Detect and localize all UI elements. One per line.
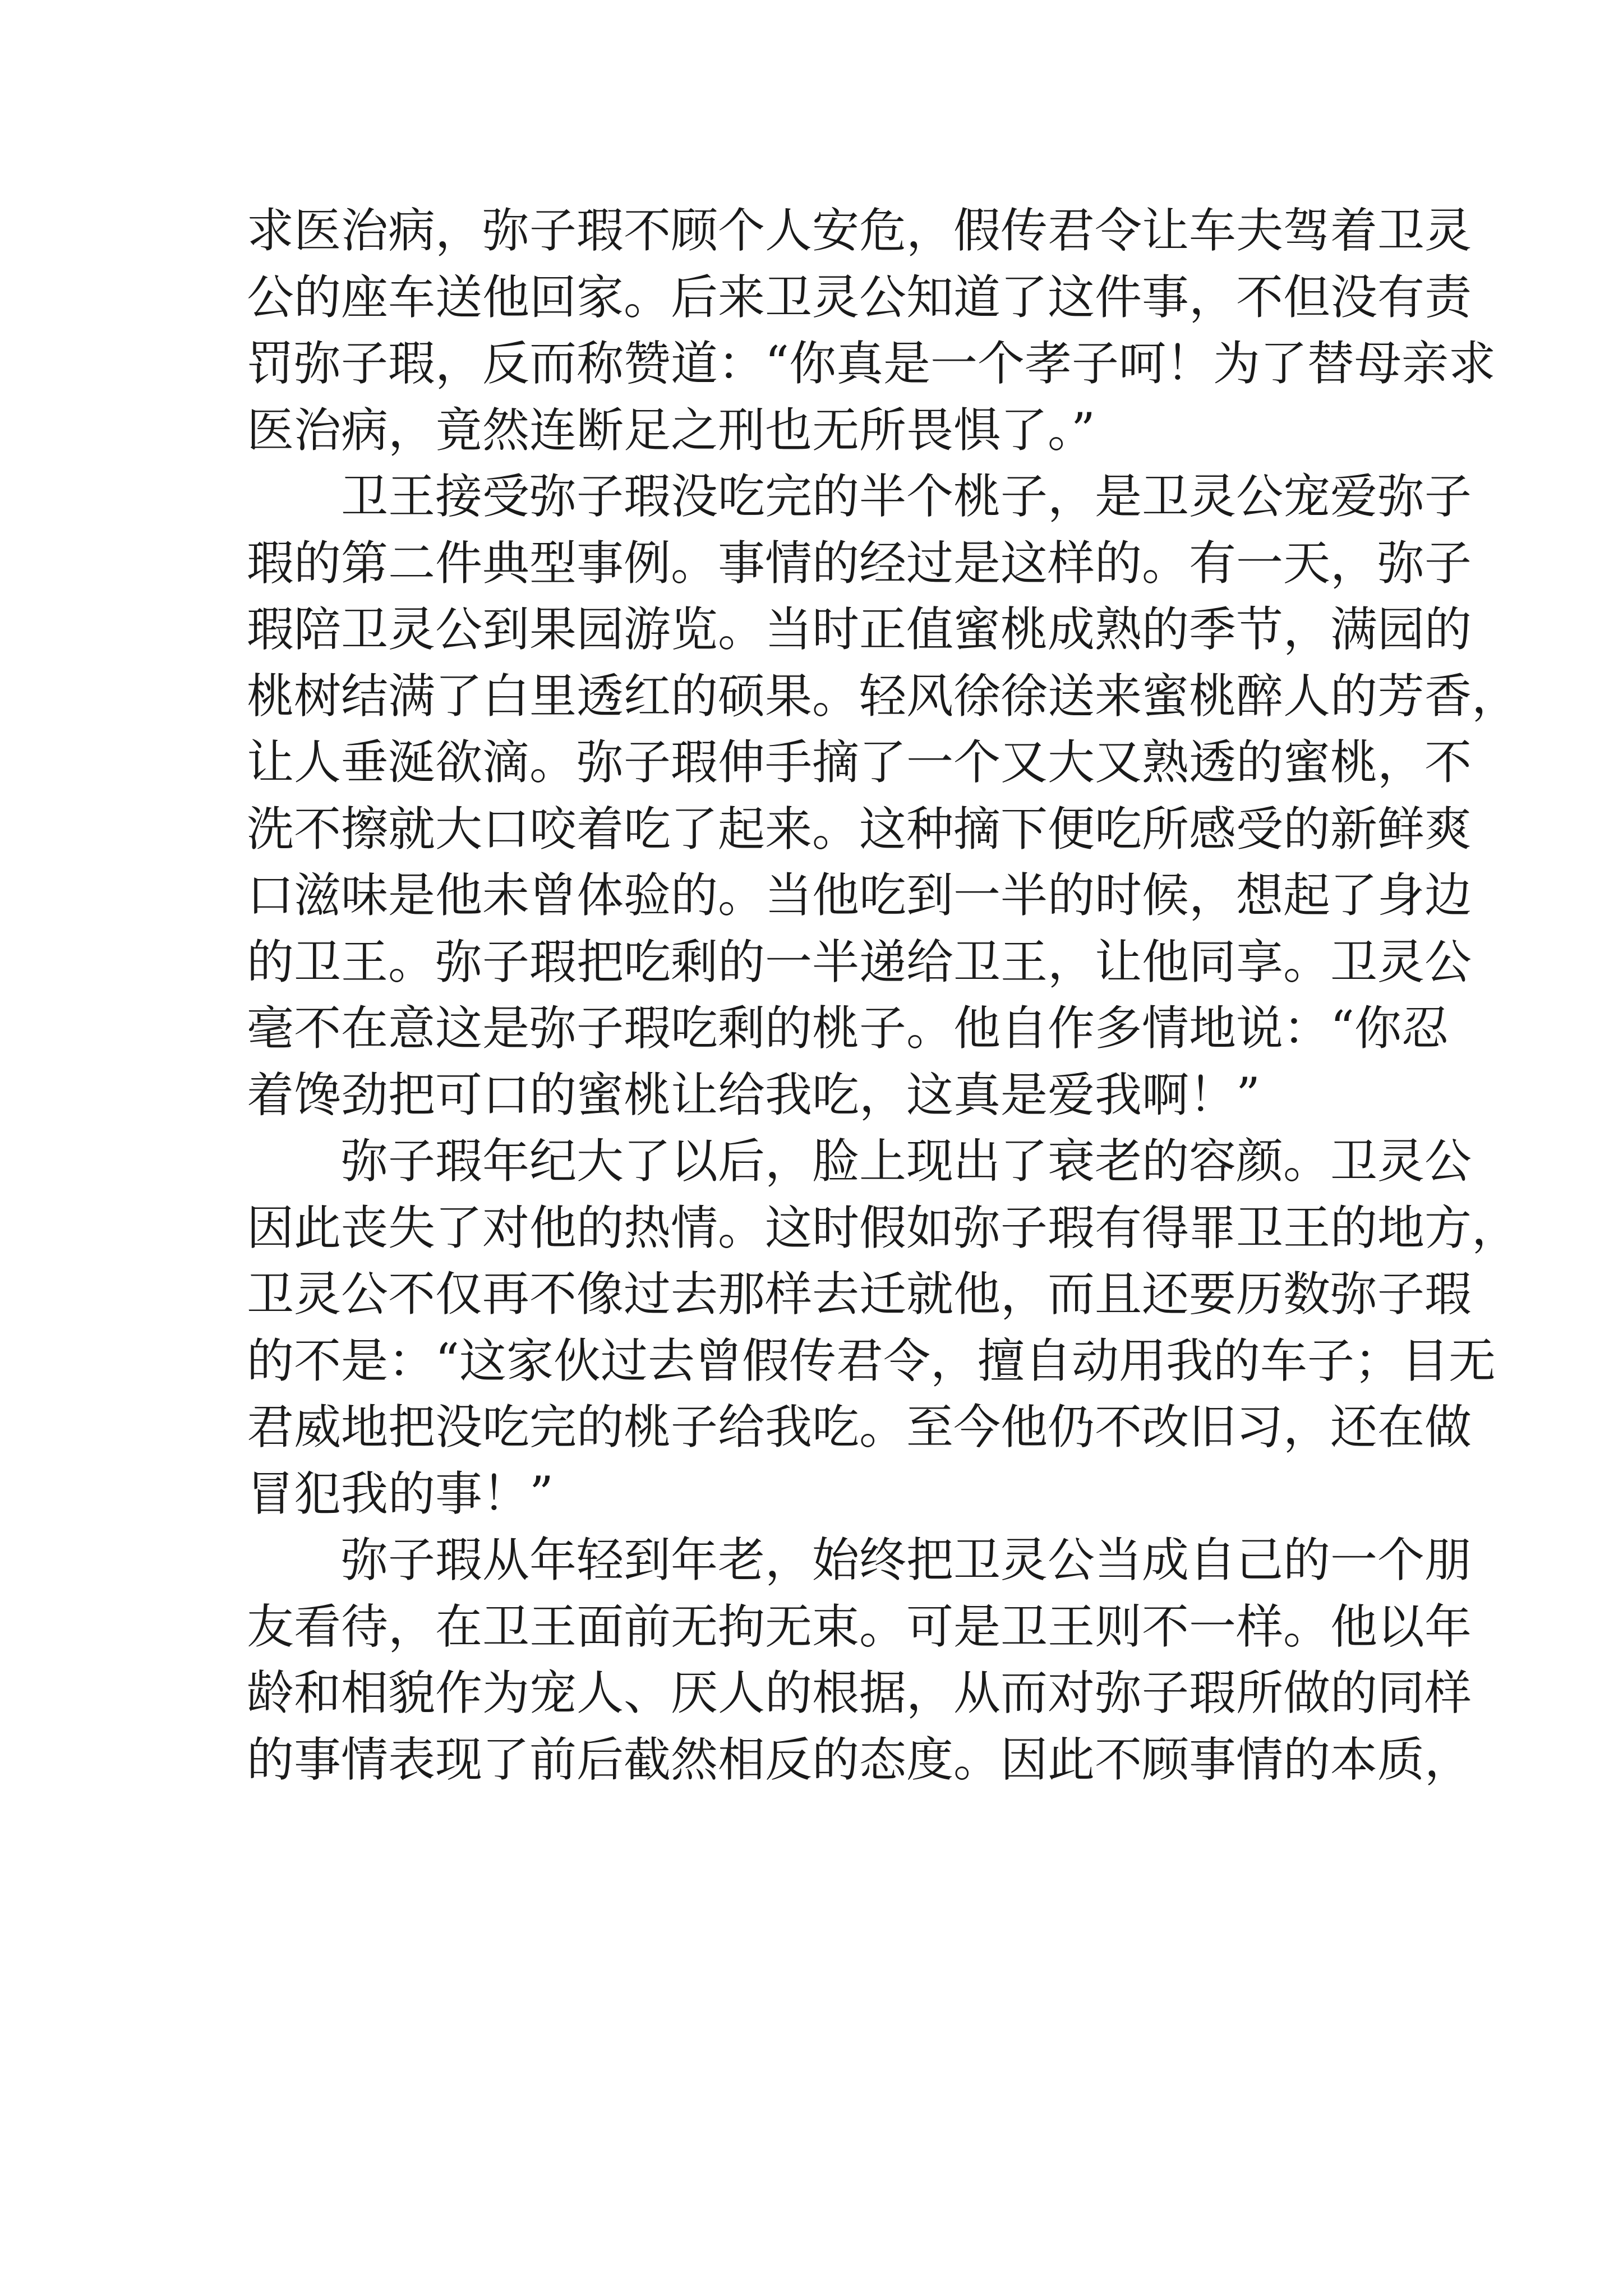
paragraph-first-line: 弥子瑕从年轻到年老，始终把卫灵公当成自己的一个朋 <box>341 1533 1472 1588</box>
text-line: 君威地把没吃完的桃子给我吃。至今他仍不改旧习，还在做 <box>247 1400 1472 1455</box>
text-line: 瑕的第二件典型事例。事情的经过是这样的。有一天，弥子 <box>247 535 1472 591</box>
text-line: 友看待，在卫王面前无拘无束。可是卫王则不一样。他以年 <box>247 1599 1472 1654</box>
text-line: 求医治病，弥子瑕不顾个人安危，假传君令让车夫驾着卫灵 <box>247 203 1472 258</box>
text-line: 毫不在意这是弥子瑕吃剩的桃子。他自作多情地说：“你忍 <box>247 1001 1449 1056</box>
text-line: 医治病，竟然连断足之刑也无所畏惧了。” <box>247 402 1095 458</box>
text-line: 口滋味是他未曾体验的。当他吃到一半的时候，想起了身边 <box>247 868 1472 923</box>
text-line: 的卫王。弥子瑕把吃剩的一半递给卫王，让他同享。卫灵公 <box>247 934 1472 990</box>
body-text <box>247 197 1519 1793</box>
text-line: 的不是：“这家伙过去曾假传君令，擅自动用我的车子；目无 <box>247 1333 1496 1388</box>
text-line: 桃树结满了白里透红的硕果。轻风徐徐送来蜜桃醉人的芳香， <box>247 668 1519 724</box>
text-line: 的事情表现了前后截然相反的态度。因此不顾事情的本质， <box>247 1732 1472 1787</box>
text-line: 卫灵公不仅再不像过去那样去迁就他，而且还要历数弥子瑕 <box>247 1267 1472 1322</box>
text-line: 因此丧失了对他的热情。这时假如弥子瑕有得罪卫王的地方， <box>247 1200 1519 1255</box>
text-line: 着馋劲把可口的蜜桃让给我吃，这真是爱我啊！” <box>247 1067 1260 1122</box>
text-line: 洗不擦就大口咬着吃了起来。这种摘下便吃所感受的新鲜爽 <box>247 801 1472 857</box>
paragraph-first-line: 卫王接受弥子瑕没吃完的半个桃子，是卫灵公宠爱弥子 <box>341 469 1472 524</box>
text-line: 瑕陪卫灵公到果园游览。当时正值蜜桃成熟的季节，满园的 <box>247 602 1472 657</box>
text-line: 公的座车送他回家。后来卫灵公知道了这件事，不但没有责 <box>247 269 1472 325</box>
paragraph-first-line: 弥子瑕年纪大了以后，脸上现出了衰老的容颜。卫灵公 <box>341 1134 1472 1189</box>
text-line: 龄和相貌作为宠人、厌人的根据，从而对弥子瑕所做的同样 <box>247 1665 1472 1720</box>
text-line: 让人垂涎欲滴。弥子瑕伸手摘了一个又大又熟透的蜜桃，不 <box>247 735 1472 790</box>
text-line: 冒犯我的事！” <box>247 1466 554 1521</box>
text-line: 罚弥子瑕，反而称赞道：“你真是一个孝子呵！为了替母亲求 <box>247 336 1496 391</box>
